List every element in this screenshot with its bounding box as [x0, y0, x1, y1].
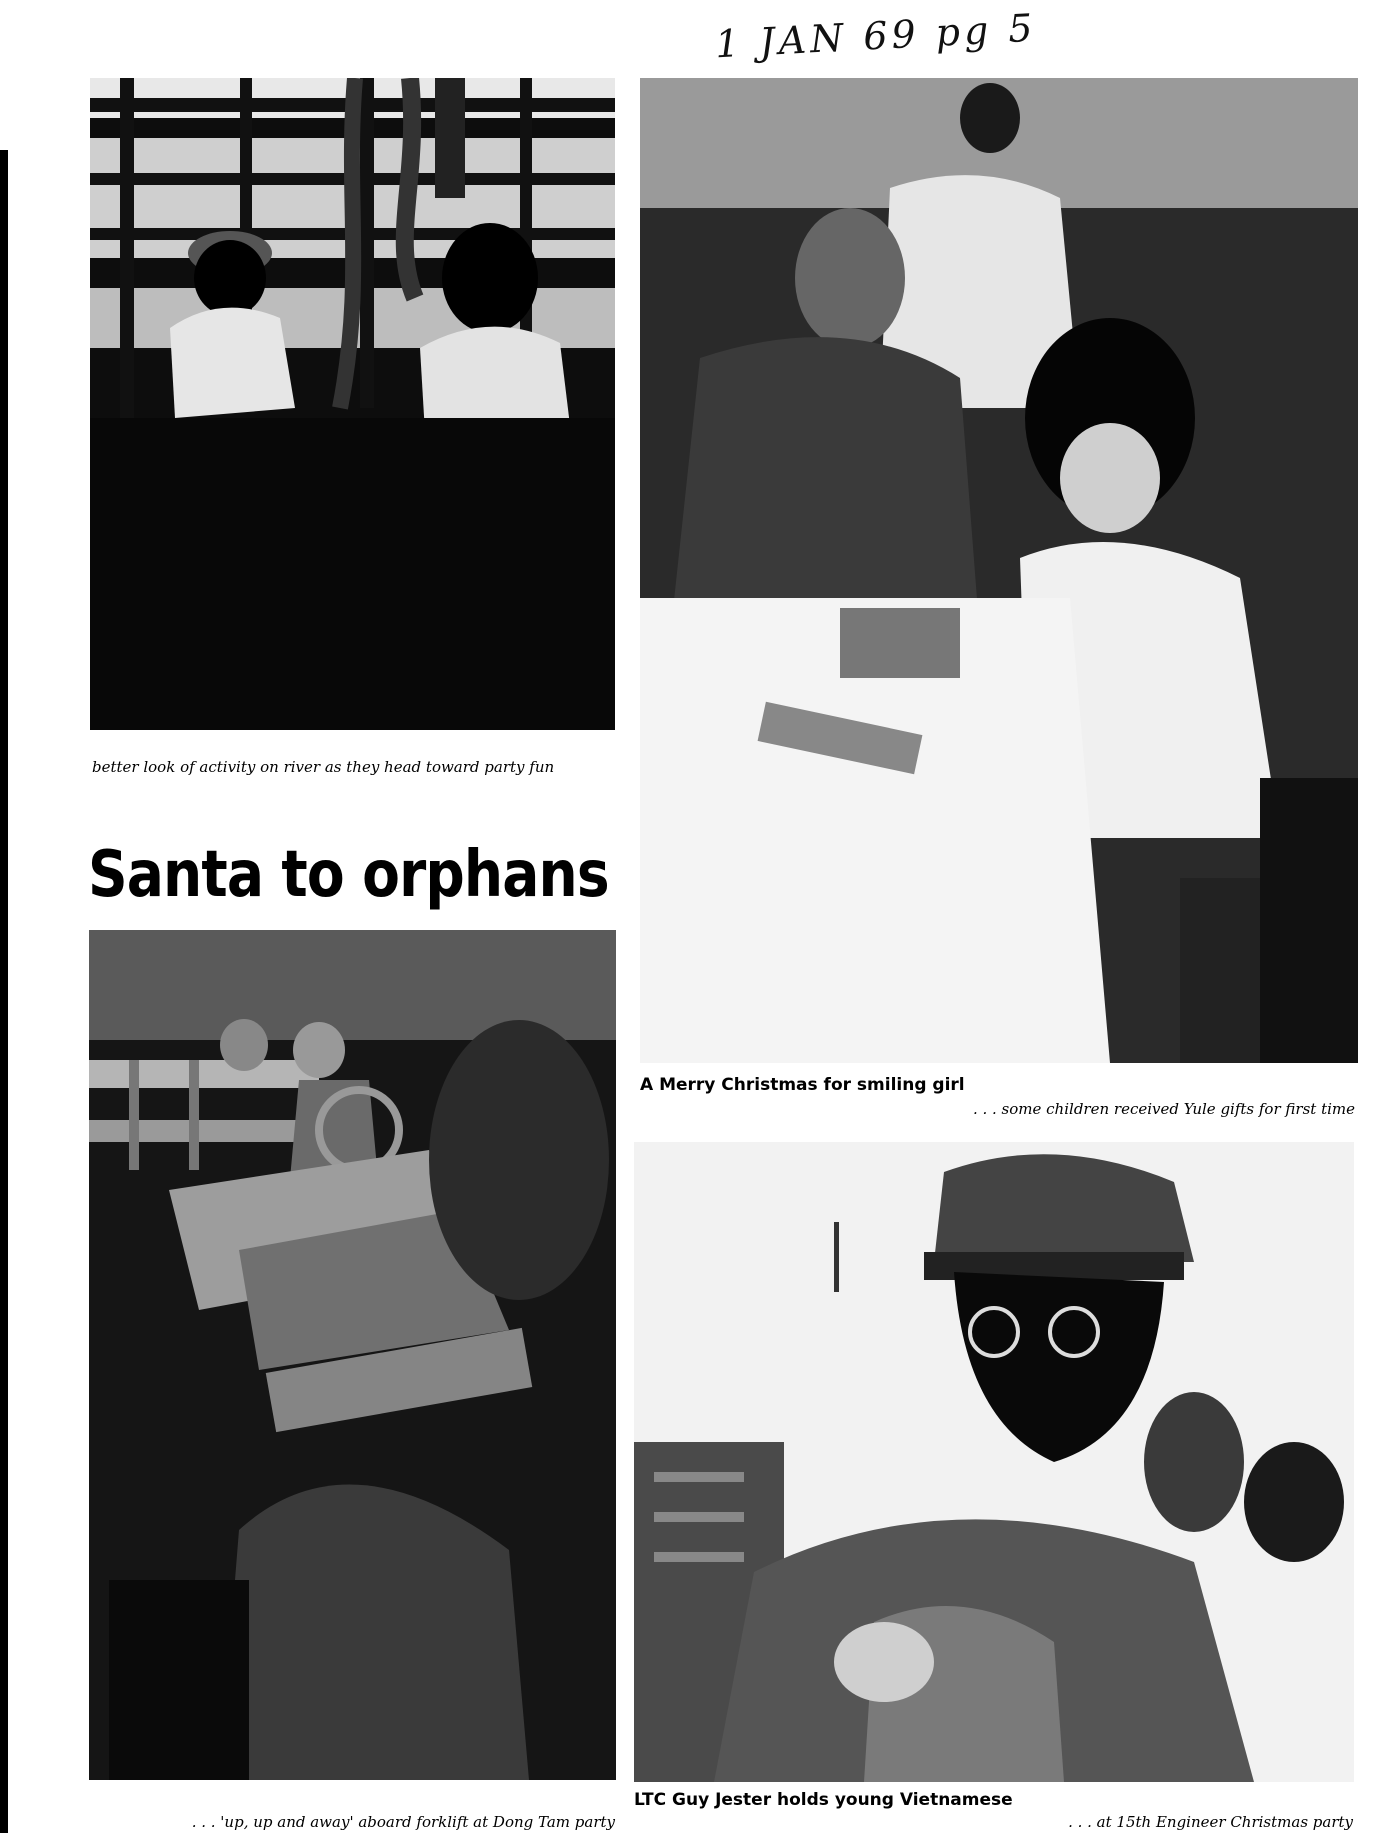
caption-officer-title: LTC Guy Jester holds young Vietnamese [634, 1790, 1013, 1810]
caption-boys-on-boat: better look of activity on river as they head toward party fun [92, 758, 555, 776]
caption-forklift: . . . 'up, up and away' aboard forklift at Dong Tam party [191, 1813, 615, 1831]
photo-boys-on-boat [90, 78, 615, 730]
caption-girl-title: A Merry Christmas for smiling girl [640, 1075, 965, 1095]
caption-officer-subtitle: . . . at 15th Engineer Christmas party [1068, 1813, 1353, 1831]
photo-smiling-girl [640, 78, 1358, 1063]
caption-girl-subtitle: . . . some children received Yule gifts for first time [972, 1100, 1355, 1118]
photo-forklift [89, 930, 616, 1780]
headline: Santa to orphans [88, 838, 609, 912]
photo-officer-with-child [634, 1142, 1354, 1782]
scan-edge-shadow [0, 150, 8, 1833]
handwritten-date-note: 1 JAN 69 pg 5 [714, 5, 1038, 67]
